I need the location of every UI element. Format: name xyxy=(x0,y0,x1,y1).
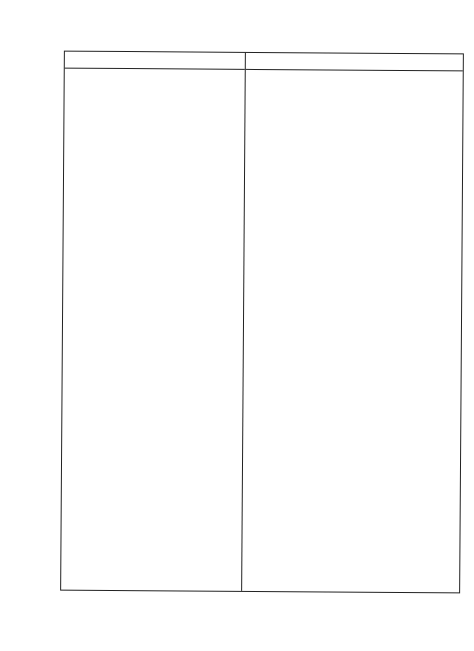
header-formula xyxy=(65,52,245,70)
header-name xyxy=(246,53,463,72)
matching-table xyxy=(60,51,464,594)
column-divider xyxy=(241,53,246,591)
